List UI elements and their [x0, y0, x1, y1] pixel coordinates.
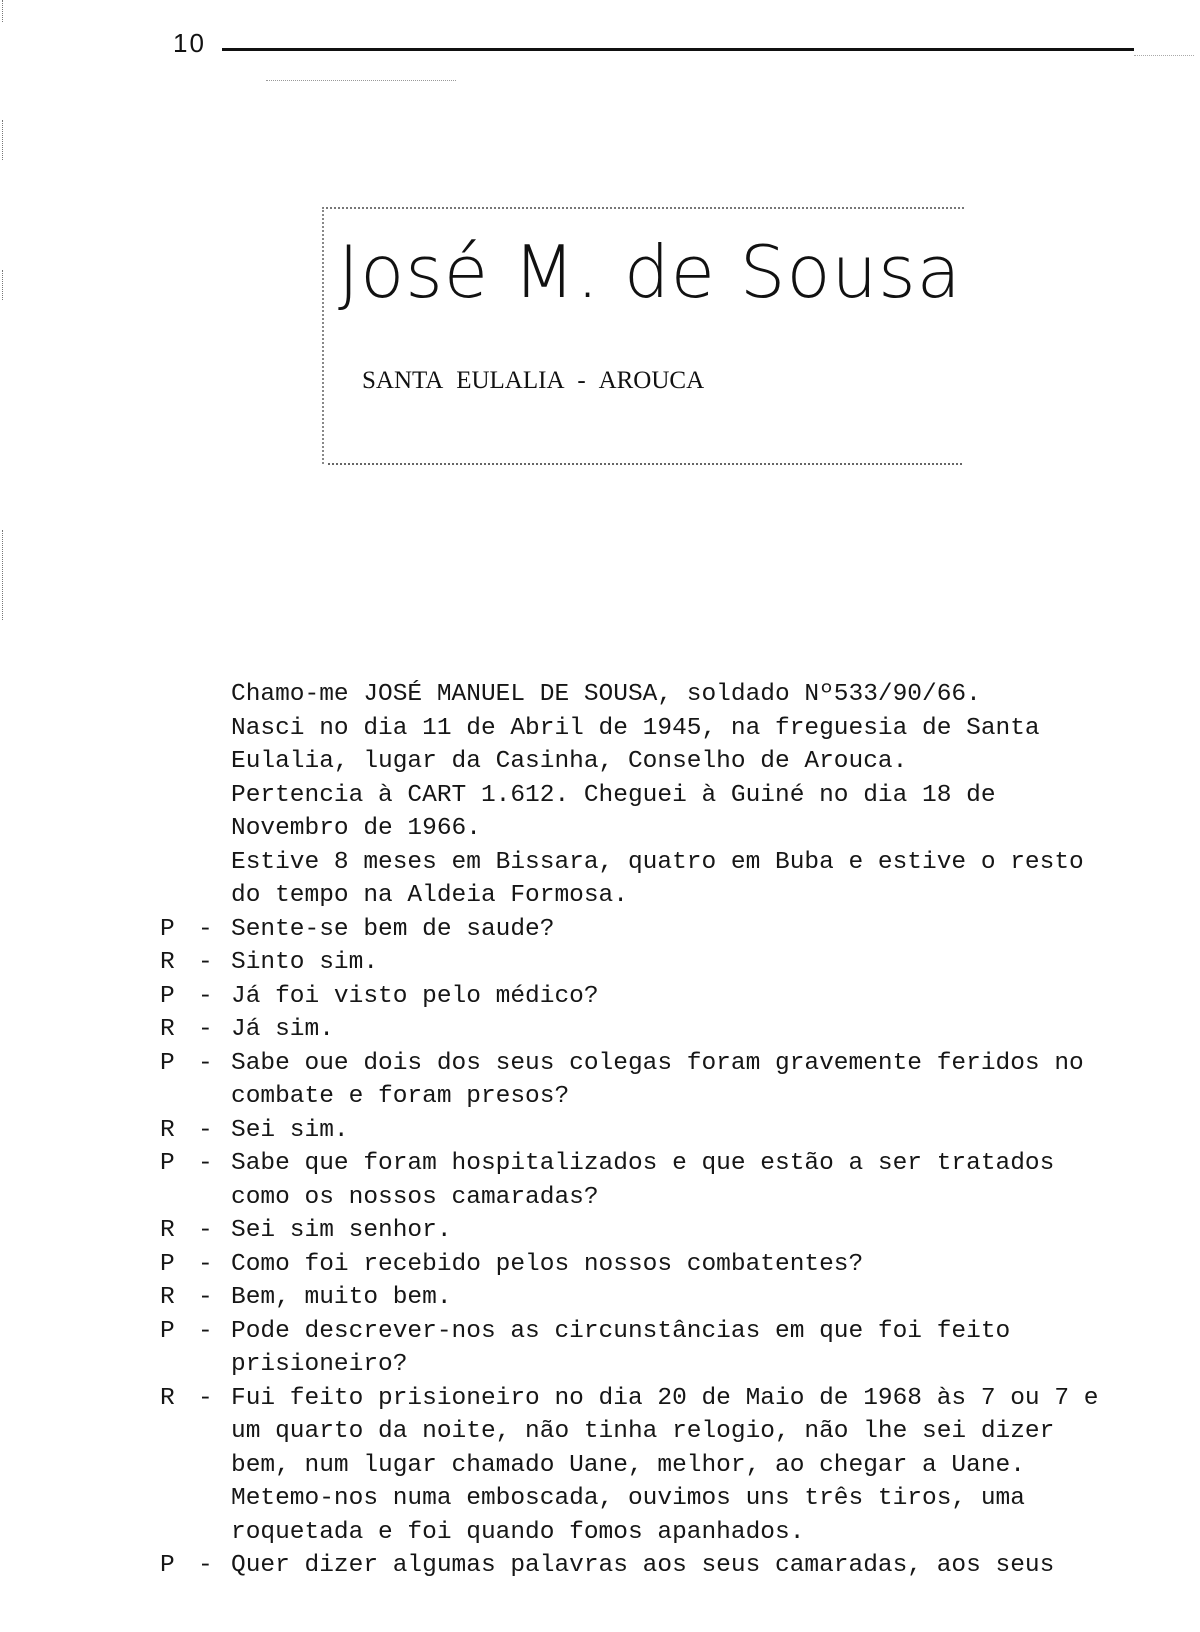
qa-text: Sabe que foram hospitalizados e que estão a ser tratados como os nossos camaradas? — [231, 1150, 1055, 1211]
qa-dash: - — [198, 1217, 213, 1244]
qa-text: Sei sim senhor. — [231, 1217, 452, 1244]
qa-entry — [160, 1214, 1120, 1248]
qa-marker: P — [160, 1552, 175, 1579]
qa-dash: - — [198, 1049, 213, 1077]
intro-line: Chamo-me JOSÉ MANUEL DE SOUSA, soldado Nº533/90/66. — [231, 681, 981, 708]
qa-text: Sei sim. — [231, 1116, 349, 1144]
qa-marker: P — [160, 1250, 175, 1278]
header-rule-faint — [1134, 55, 1194, 56]
scan-edge-mark — [2, 530, 4, 620]
qa-entry — [160, 1382, 1120, 1550]
qa-dash: - — [198, 1250, 213, 1278]
qa-dash: - — [198, 1016, 213, 1043]
qa-marker: R — [160, 1116, 175, 1144]
qa-dash: - — [198, 1284, 213, 1311]
qa-text: Já sim. — [231, 1016, 334, 1043]
qa-text: Pode descrever-nos as circunstâncias em que foi feito prisioneiro? — [231, 1317, 1011, 1378]
qa-dash: - — [198, 982, 213, 1010]
qa-dash: - — [198, 1552, 213, 1579]
intro-line: Estive 8 meses em Bissara, quatro em Buba e estive o resto do tempo na Aldeia Formosa. — [231, 848, 1084, 909]
qa-entry — [160, 980, 1120, 1014]
qa-text: Já foi visto pelo médico? — [231, 982, 599, 1010]
qa-entry — [160, 913, 1120, 947]
qa-marker: P — [160, 1317, 175, 1345]
sub-rule — [266, 80, 456, 81]
qa-entry — [160, 1549, 1120, 1583]
person-name: José M. de Sousa — [338, 230, 962, 314]
page-number: 10 — [173, 28, 206, 58]
qa-marker: R — [160, 949, 175, 976]
qa-marker: R — [160, 1016, 175, 1043]
qa-entry — [160, 1315, 1120, 1382]
qa-entry — [160, 1248, 1120, 1282]
qa-marker: P — [160, 915, 175, 943]
qa-text: Como foi recebido pelos nossos combatentes? — [231, 1250, 864, 1278]
qa-marker: R — [160, 1217, 175, 1244]
scan-edge-mark — [2, 0, 4, 22]
qa-dash: - — [198, 1317, 213, 1345]
qa-entry — [160, 1147, 1120, 1214]
qa-marker: R — [160, 1384, 175, 1412]
qa-entry — [160, 1114, 1120, 1148]
qa-text: Quer dizer algumas palavras aos seus camaradas, aos seus — [231, 1552, 1055, 1579]
qa-marker: P — [160, 1150, 175, 1177]
intro-line: Pertencia à CART 1.612. Cheguei à Guiné no dia 18 de Novembro de 1966. — [231, 781, 996, 842]
qa-entry — [160, 946, 1120, 980]
qa-dash: - — [198, 1150, 213, 1177]
qa-dash: - — [198, 915, 213, 943]
qa-entry — [160, 1013, 1120, 1047]
scan-edge-mark — [2, 120, 4, 160]
intro-line: Nasci no dia 11 de Abril de 1945, na freguesia de Santa Eulalia, lugar da Casinha, Conselho de Arouca. — [231, 714, 1040, 775]
header-rule — [222, 48, 1134, 51]
qa-entry — [160, 1281, 1120, 1315]
qa-text: Sabe oue dois dos seus colegas foram gravemente feridos no combate e foram presos? — [231, 1049, 1084, 1110]
name-card-frame-bottom — [328, 463, 962, 465]
qa-text: Sente-se bem de saude? — [231, 915, 555, 943]
intro-paragraphs — [160, 678, 1120, 913]
qa-text: Bem, muito bem. — [231, 1284, 452, 1311]
interview-body — [160, 678, 1120, 1583]
qa-text: Sinto sim. — [231, 949, 379, 976]
qa-dash: - — [198, 1384, 213, 1412]
qa-marker: P — [160, 1049, 175, 1077]
qa-marker: R — [160, 1284, 175, 1311]
person-location: SANTA EULALIA - AROUCA — [362, 367, 705, 394]
qa-dash: - — [198, 949, 213, 976]
qa-marker: P — [160, 982, 175, 1010]
qa-entry — [160, 1047, 1120, 1114]
scan-edge-mark — [2, 270, 4, 300]
qa-text: Fui feito prisioneiro no dia 20 de Maio de 1968 às 7 ou 7 e um quarto da noite, não tinha relogio, não lhe sei dizer bem, num lugar chamado Uane, melhor, ao chegar a Uane. Metemo-nos numa emboscada, ouvimos uns três tiros, uma roquetada e foi quando fomos apanhados. — [231, 1384, 1099, 1546]
qa-dash: - — [198, 1116, 213, 1144]
